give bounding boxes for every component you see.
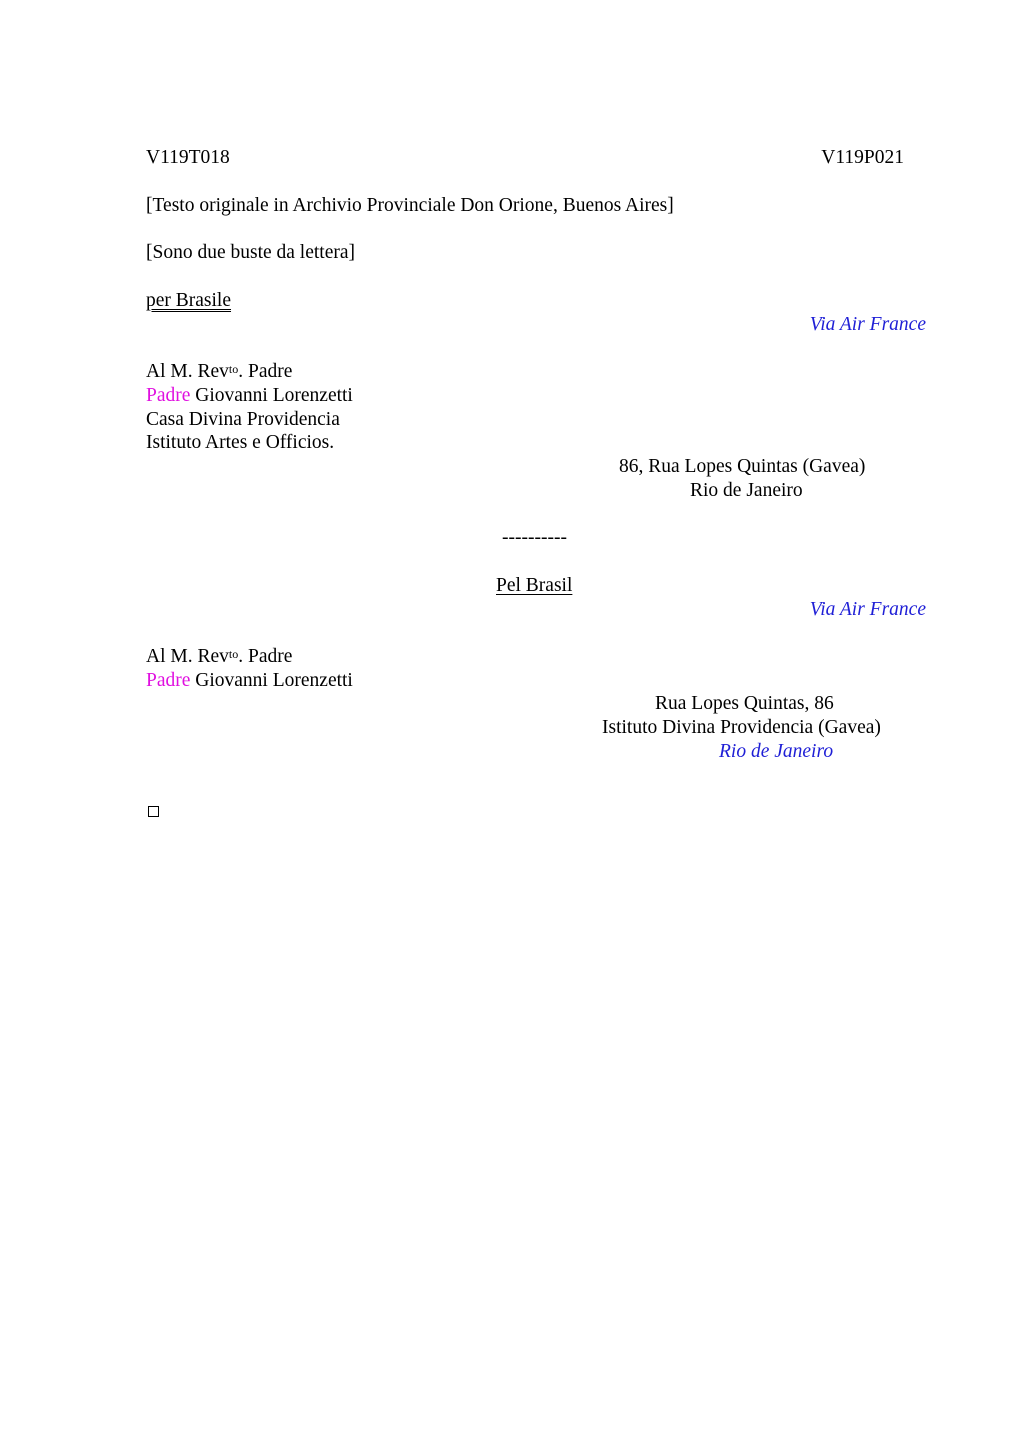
envelope1-institute: Istituto Artes e Officios.: [146, 432, 335, 453]
end-of-document-box-icon: [148, 806, 159, 817]
envelope1-via: Via Air France: [809, 314, 926, 335]
addressee-superscript: to: [228, 647, 239, 661]
envelope1-house: Casa Divina Providencia: [146, 409, 340, 430]
envelope2-addressee-title: [146, 645, 292, 669]
addressee-prefix: Al M. Rev: [146, 646, 229, 667]
envelope2-destination: Pel Brasil: [496, 575, 573, 596]
envelope1-city: Rio de Janeiro: [690, 480, 803, 501]
envelope1-addressee-title: [146, 360, 292, 384]
document-code-right: V119P021: [821, 147, 904, 168]
envelope1-addressee-name: [146, 384, 353, 408]
separator: ----------: [502, 527, 567, 548]
envelope2-city: Rio de Janeiro: [719, 741, 834, 762]
addressee-name: Giovanni Lorenzetti: [190, 670, 353, 691]
addressee-superscript: to: [228, 362, 239, 376]
envelope2-street: Rua Lopes Quintas, 86: [655, 693, 834, 714]
envelope1-street: 86, Rua Lopes Quintas (Gavea): [619, 456, 866, 477]
document-code-left: V119T018: [146, 147, 230, 168]
envelope2-via: Via Air France: [809, 599, 926, 620]
envelopes-note: [Sono due buste da lettera]: [146, 242, 356, 263]
addressee-suffix: . Padre: [238, 361, 293, 382]
addressee-name: Giovanni Lorenzetti: [190, 385, 353, 406]
addressee-prefix: Al M. Rev: [146, 361, 229, 382]
addressee-suffix: . Padre: [238, 646, 293, 667]
source-note: [Testo originale in Archivio Provinciale Don Orione, Buenos Aires]: [146, 195, 674, 216]
envelope1-destination: per Brasile: [146, 290, 232, 311]
envelope2-institute: Istituto Divina Providencia (Gavea): [602, 717, 881, 738]
envelope2-addressee-name: [146, 669, 353, 693]
padre-highlight: Padre: [146, 670, 191, 691]
padre-highlight: Padre: [146, 385, 191, 406]
